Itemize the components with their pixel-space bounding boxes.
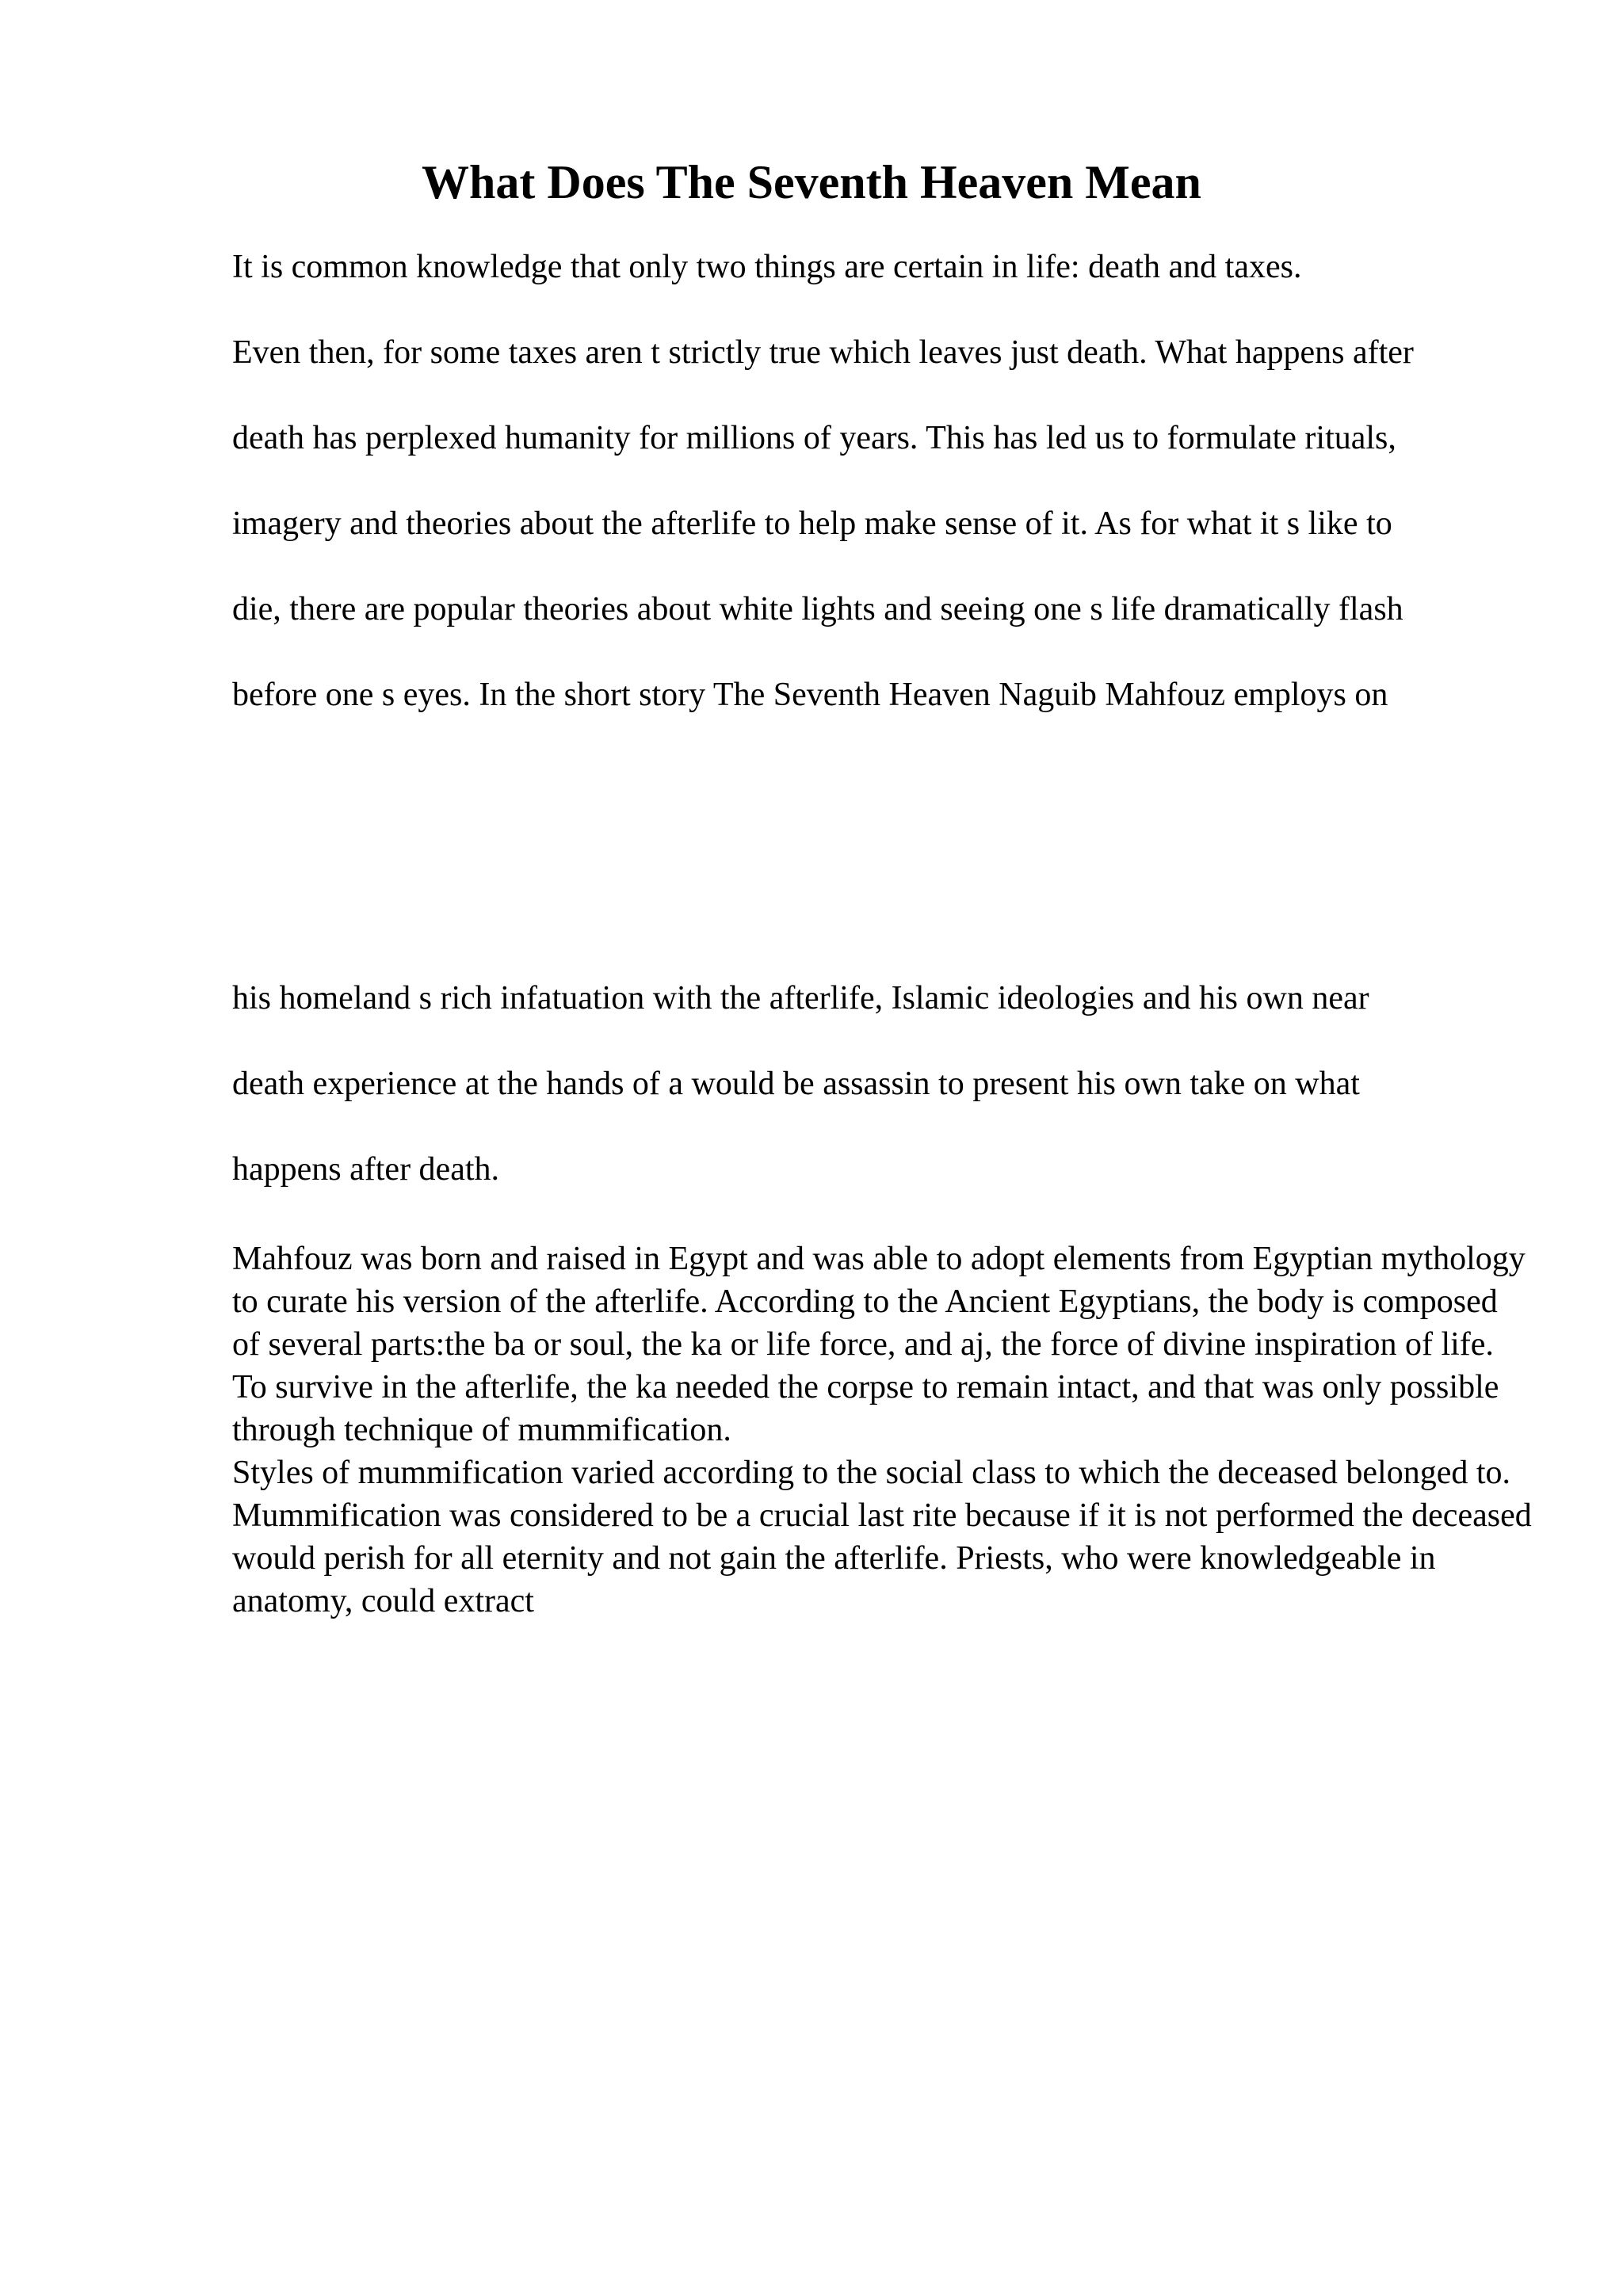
paragraph: happens after death. <box>232 1151 500 1188</box>
paragraph: his homeland s rich infatuation with the afterlife, Islamic ideologies and his own near <box>232 980 1369 1016</box>
paragraph-styles: Styles of mummification varied according to the social class to which the deceased belonged to. Mummification was considered to be a crucial last rite because if it is not performed the deceased would perish for all eternity and not gain the afterlife. Priests, who were knowledgeable in anatomy, could extract <box>232 1455 1532 1619</box>
paragraph: before one s eyes. In the short story The Seventh Heaven Naguib Mahfouz employs on <box>232 677 1388 713</box>
paragraph: Even then, for some taxes aren t strictly true which leaves just death. What happens after <box>232 334 1414 371</box>
wrapped-paragraph-block <box>232 331 1532 759</box>
paragraph: imagery and theories about the afterlife to help make sense of it. As for what it s like to <box>232 505 1392 542</box>
oneline-paragraph-block <box>232 977 1532 1234</box>
mahfouz-paragraph-block <box>232 1238 1532 1623</box>
intro-paragraph-block <box>232 246 1532 288</box>
document-title: What Does The Seventh Heaven Mean <box>422 156 1201 208</box>
paragraph: die, there are popular theories about white lights and seeing one s life dramatically flash <box>232 591 1403 627</box>
paragraph: death experience at the hands of a would be assassin to present his own take on what <box>232 1066 1360 1102</box>
paragraph: It is common knowledge that only two things are certain in life: death and taxes. <box>232 249 1302 285</box>
paragraph-mahfouz: Mahfouz was born and raised in Egypt and was able to adopt elements from Egyptian mythology to curate his version of the afterlife. According to the Ancient Egyptians, the body is composed of several parts:the ba or soul, the ka or life force, and aj, the force of divine inspiration of life. To survive in the afterlife, the ka needed the corpse to remain intact, and that was only possible through technique of mummification. <box>232 1241 1526 1448</box>
paragraph: death has perplexed humanity for millions of years. This has led us to formulate rituals, <box>232 420 1396 456</box>
